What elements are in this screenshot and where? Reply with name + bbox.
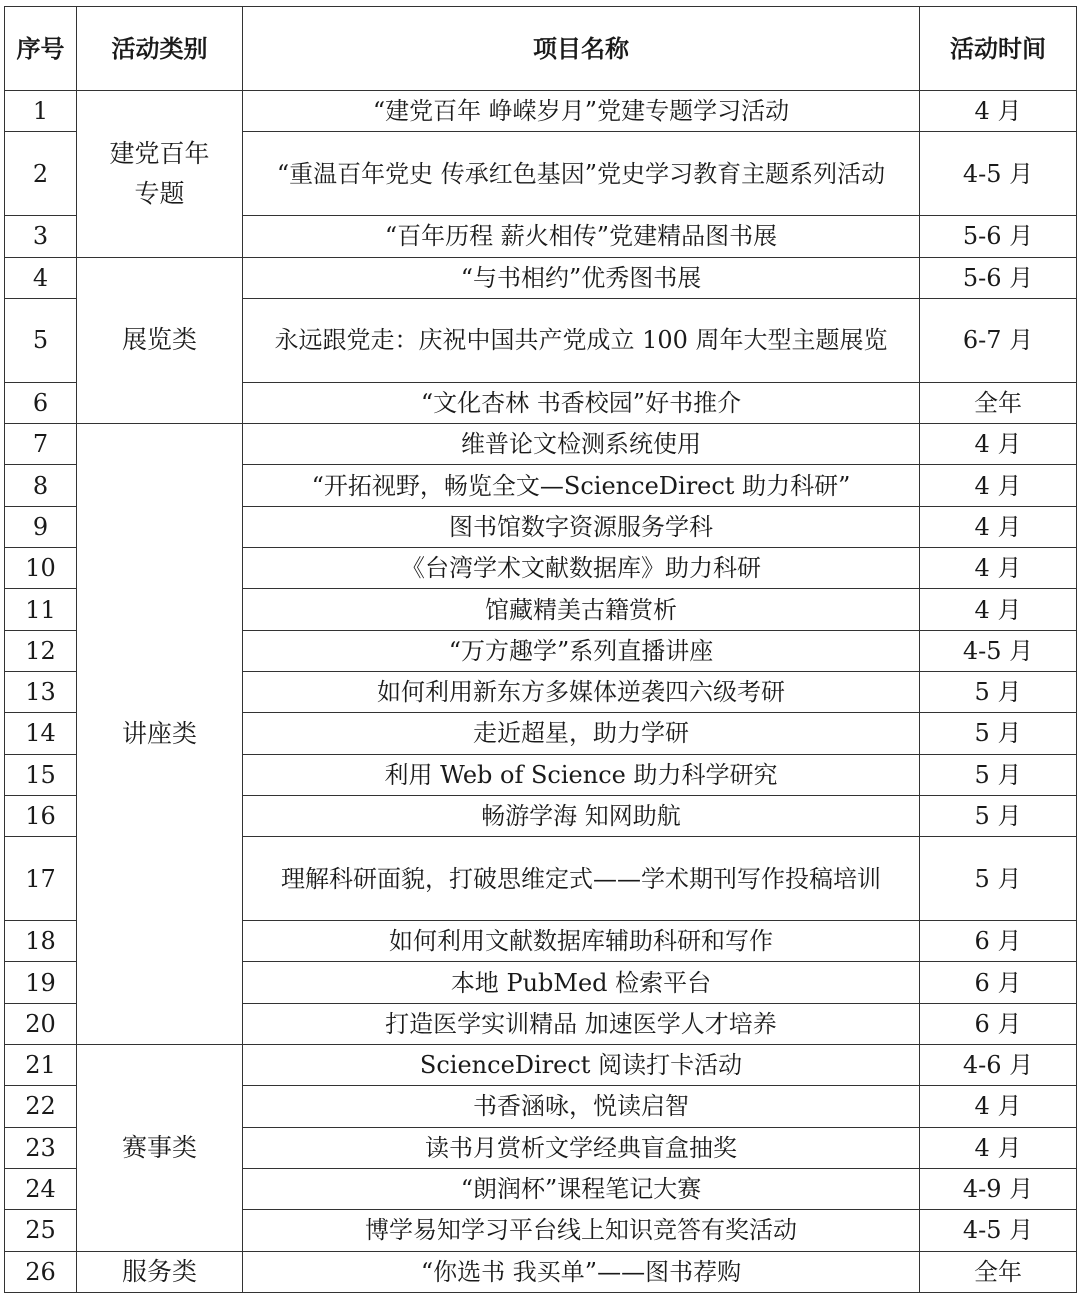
category-service: 服务类 <box>77 1251 243 1292</box>
row-name: 博学易知学习平台线上知识竞答有奖活动 <box>243 1210 920 1251</box>
row-name: 畅游学海 知网助航 <box>243 795 920 836</box>
row-time: 4 月 <box>920 465 1077 506</box>
table-row <box>5 91 1077 132</box>
row-seq: 25 <box>5 1210 77 1251</box>
row-time: 5-6 月 <box>920 216 1077 257</box>
row-time: 5 月 <box>920 795 1077 836</box>
row-time: 6-7 月 <box>920 298 1077 382</box>
row-time: 全年 <box>920 382 1077 423</box>
row-time: 5-6 月 <box>920 257 1077 298</box>
category-contest: 赛事类 <box>77 1045 243 1251</box>
row-seq: 9 <box>5 506 77 547</box>
row-time: 4-5 月 <box>920 1210 1077 1251</box>
row-seq: 2 <box>5 132 77 216</box>
row-time: 6 月 <box>920 1003 1077 1044</box>
row-seq: 23 <box>5 1127 77 1168</box>
header-time: 活动时间 <box>920 7 1077 91</box>
header-seq: 序号 <box>5 7 77 91</box>
row-seq: 5 <box>5 298 77 382</box>
row-seq: 22 <box>5 1086 77 1127</box>
row-time: 4 月 <box>920 1127 1077 1168</box>
row-seq: 3 <box>5 216 77 257</box>
row-time: 4-5 月 <box>920 132 1077 216</box>
row-time: 全年 <box>920 1251 1077 1292</box>
row-name: 本地 PubMed 检索平台 <box>243 962 920 1003</box>
row-time: 5 月 <box>920 837 1077 921</box>
table-row <box>5 1251 1077 1292</box>
row-time: 4 月 <box>920 424 1077 465</box>
row-seq: 26 <box>5 1251 77 1292</box>
row-time: 4 月 <box>920 91 1077 132</box>
row-time: 4 月 <box>920 1086 1077 1127</box>
row-name: 走近超星，助力学研 <box>243 713 920 754</box>
row-name: “建党百年 峥嵘岁月”党建专题学习活动 <box>243 91 920 132</box>
category-lecture: 讲座类 <box>77 424 243 1045</box>
row-time: 4-9 月 <box>920 1168 1077 1209</box>
row-name: 《台湾学术文献数据库》助力科研 <box>243 548 920 589</box>
row-seq: 11 <box>5 589 77 630</box>
row-seq: 6 <box>5 382 77 423</box>
row-time: 4 月 <box>920 548 1077 589</box>
row-time: 5 月 <box>920 671 1077 712</box>
row-name: ScienceDirect 阅读打卡活动 <box>243 1045 920 1086</box>
table-row <box>5 257 1077 298</box>
row-time: 5 月 <box>920 754 1077 795</box>
table-row <box>5 1045 1077 1086</box>
row-seq: 8 <box>5 465 77 506</box>
header-category: 活动类别 <box>77 7 243 91</box>
row-seq: 7 <box>5 424 77 465</box>
row-name: 如何利用文献数据库辅助科研和写作 <box>243 921 920 962</box>
row-seq: 10 <box>5 548 77 589</box>
row-time: 6 月 <box>920 921 1077 962</box>
row-name: 馆藏精美古籍赏析 <box>243 589 920 630</box>
row-name: “万方趣学”系列直播讲座 <box>243 630 920 671</box>
row-name: 如何利用新东方多媒体逆袭四六级考研 <box>243 671 920 712</box>
row-seq: 14 <box>5 713 77 754</box>
row-name: 理解科研面貌，打破思维定式——学术期刊写作投稿培训 <box>243 837 920 921</box>
row-name: 打造医学实训精品 加速医学人才培养 <box>243 1003 920 1044</box>
category-exhibit: 展览类 <box>77 257 243 424</box>
row-time: 4-6 月 <box>920 1045 1077 1086</box>
row-seq: 18 <box>5 921 77 962</box>
row-time: 4 月 <box>920 589 1077 630</box>
table-row <box>5 424 1077 465</box>
row-name: 书香涵咏，悦读启智 <box>243 1086 920 1127</box>
row-seq: 19 <box>5 962 77 1003</box>
row-seq: 21 <box>5 1045 77 1086</box>
table-header-row <box>5 7 1077 91</box>
activity-table <box>4 6 1077 1293</box>
row-name: “文化杏林 书香校园”好书推介 <box>243 382 920 423</box>
row-name: “百年历程 薪火相传”党建精品图书展 <box>243 216 920 257</box>
header-name: 项目名称 <box>243 7 920 91</box>
row-time: 4-5 月 <box>920 630 1077 671</box>
row-name: “你选书 我买单”——图书荐购 <box>243 1251 920 1292</box>
row-seq: 4 <box>5 257 77 298</box>
row-time: 6 月 <box>920 962 1077 1003</box>
row-name: “朗润杯”课程笔记大赛 <box>243 1168 920 1209</box>
row-seq: 13 <box>5 671 77 712</box>
row-name: 永远跟党走：庆祝中国共产党成立 100 周年大型主题展览 <box>243 298 920 382</box>
row-name: 图书馆数字资源服务学科 <box>243 506 920 547</box>
row-seq: 20 <box>5 1003 77 1044</box>
activity-table-wrapper <box>4 6 1077 1293</box>
row-time: 4 月 <box>920 506 1077 547</box>
row-seq: 15 <box>5 754 77 795</box>
row-seq: 17 <box>5 837 77 921</box>
row-name: “与书相约”优秀图书展 <box>243 257 920 298</box>
row-seq: 12 <box>5 630 77 671</box>
row-seq: 1 <box>5 91 77 132</box>
category-party: 建党百年专题 <box>77 91 243 258</box>
row-name: 利用 Web of Science 助力科学研究 <box>243 754 920 795</box>
row-name: “开拓视野，畅览全文—ScienceDirect 助力科研” <box>243 465 920 506</box>
row-name: 读书月赏析文学经典盲盒抽奖 <box>243 1127 920 1168</box>
row-name: 维普论文检测系统使用 <box>243 424 920 465</box>
row-seq: 24 <box>5 1168 77 1209</box>
row-name: “重温百年党史 传承红色基因”党史学习教育主题系列活动 <box>243 132 920 216</box>
row-time: 5 月 <box>920 713 1077 754</box>
row-seq: 16 <box>5 795 77 836</box>
